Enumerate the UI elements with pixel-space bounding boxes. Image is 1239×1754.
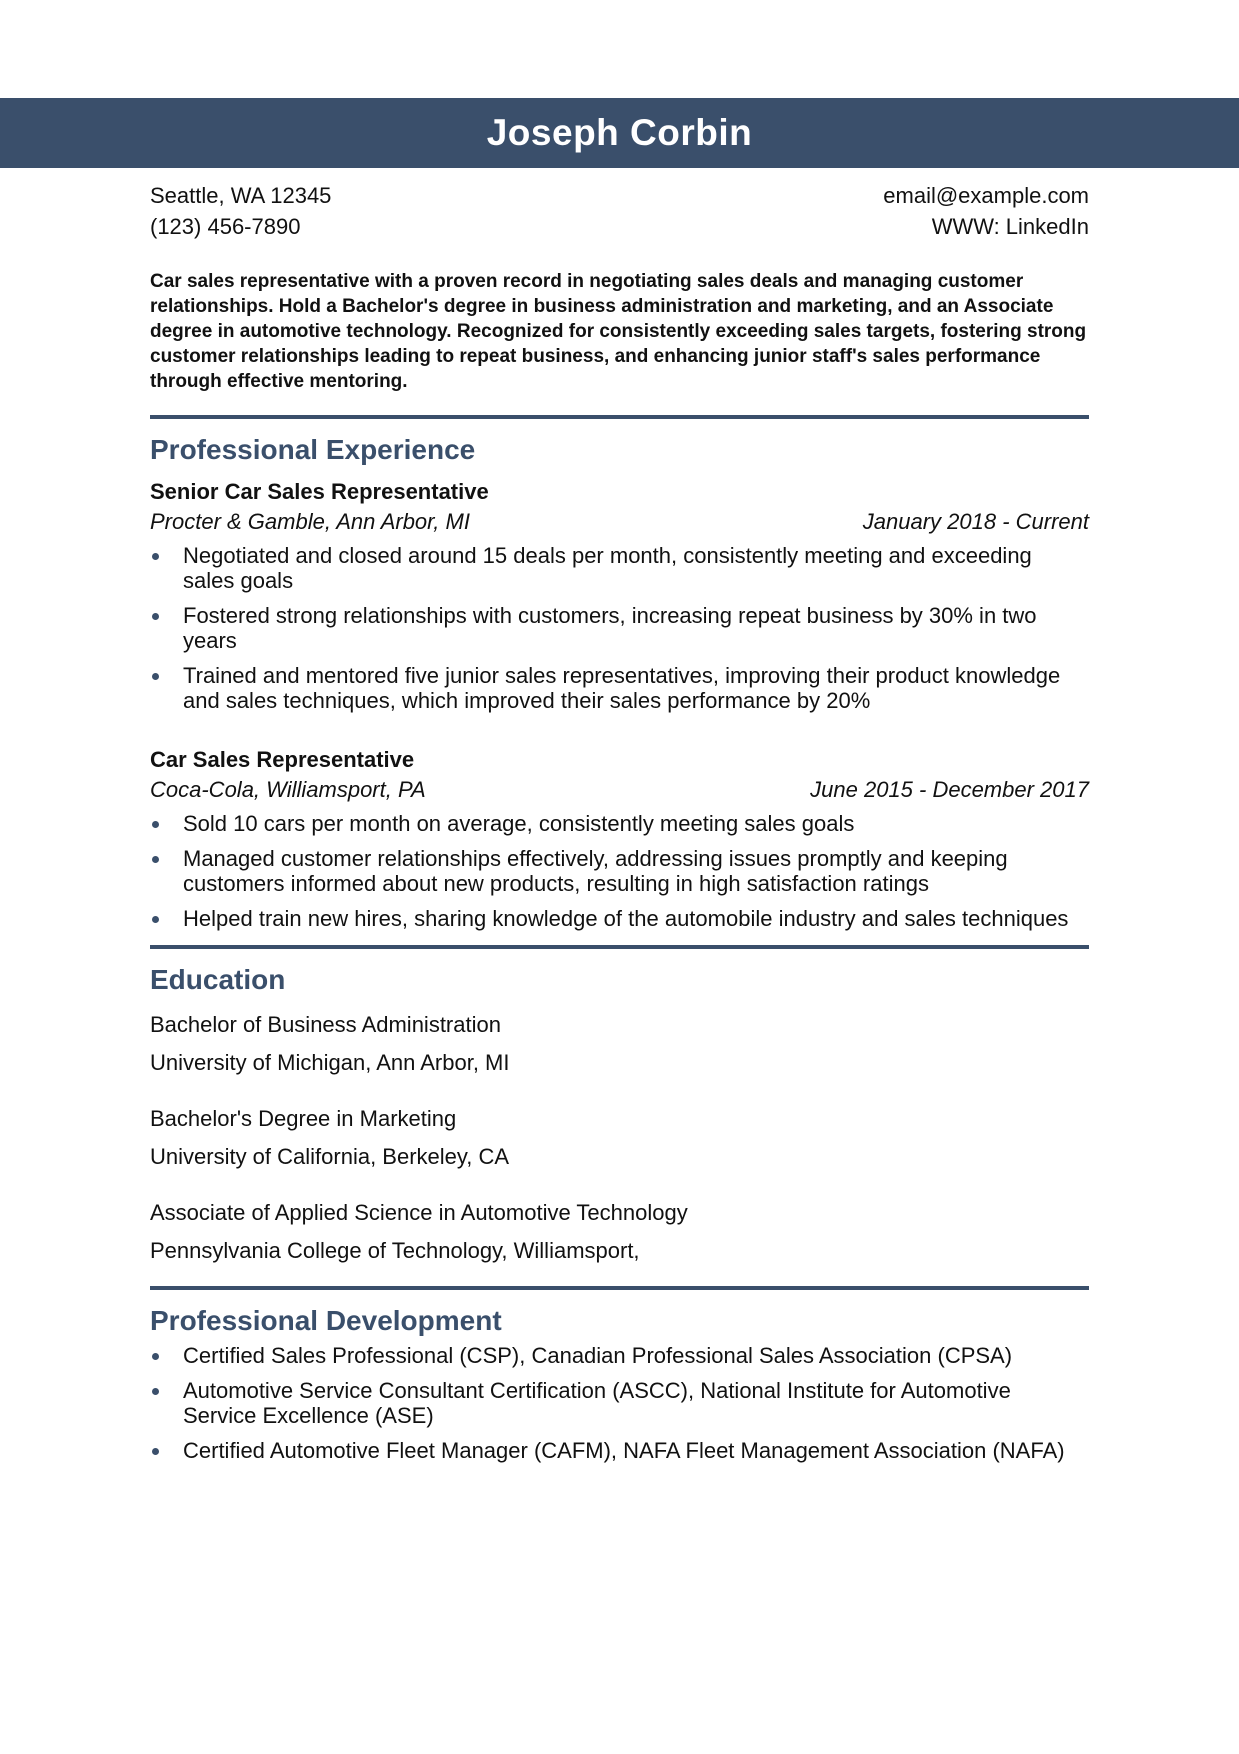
list-item: Negotiated and closed around 15 deals per month, consistently meeting and exceeding sales goals — [150, 543, 1089, 593]
header-bar — [0, 98, 1239, 168]
education-degree: Bachelor's Degree in Marketing — [150, 1106, 457, 1131]
list-item: Managed customer relationships effectively, addressing issues promptly and keeping customers informed about new products, resulting in high satisfaction ratings — [150, 846, 1089, 896]
bullet-icon — [152, 856, 159, 863]
bullet-icon — [152, 1448, 159, 1455]
bullet-icon — [152, 673, 159, 680]
resume-body — [150, 180, 1089, 1473]
list-item: Certified Sales Professional (CSP), Canadian Professional Sales Association (CPSA) — [150, 1343, 1089, 1368]
job-dates: January 2018 - Current — [862, 509, 1089, 534]
development-heading: Professional Development — [150, 1305, 502, 1336]
bullet-icon — [152, 821, 159, 828]
job-title: Car Sales Representative — [150, 747, 415, 772]
list-item: Certified Automotive Fleet Manager (CAFM), NAFA Fleet Management Association (NAFA) — [150, 1438, 1089, 1463]
job-company: Coca-Cola, Williamsport, PA — [150, 777, 426, 802]
education-entry — [150, 1006, 1089, 1082]
section-divider — [150, 415, 1089, 419]
list-item: Sold 10 cars per month on average, consistently meeting sales goals — [150, 811, 1089, 836]
bullet-icon — [152, 1353, 159, 1360]
education-entry — [150, 1100, 1089, 1176]
job-bullets — [150, 543, 1089, 713]
contact-email[interactable]: email@example.com — [883, 183, 1089, 208]
contact-phone: (123) 456-7890 — [150, 214, 301, 239]
candidate-name: Joseph Corbin — [486, 112, 753, 153]
education-heading: Education — [150, 964, 286, 995]
contact-website[interactable]: WWW: LinkedIn — [931, 214, 1089, 239]
contact-row-1 — [150, 180, 1089, 211]
list-item: Helped train new hires, sharing knowledge of the automobile industry and sales techniques — [150, 906, 1089, 931]
list-item: Trained and mentored five junior sales representatives, improving their product knowledge and sales techniques, which improved their sales performance by 20% — [150, 663, 1089, 713]
education-school: University of California, Berkeley, CA — [150, 1144, 510, 1169]
section-divider — [150, 945, 1089, 949]
bullet-icon — [152, 1388, 159, 1395]
experience-heading: Professional Experience — [150, 434, 476, 465]
job-meta — [150, 774, 1089, 805]
development-list — [150, 1343, 1089, 1463]
job-title: Senior Car Sales Representative — [150, 479, 489, 504]
education-school: Pennsylvania College of Technology, Williamsport, — [150, 1238, 640, 1263]
job-entry — [150, 746, 1089, 931]
job-dates: June 2015 - December 2017 — [810, 777, 1089, 802]
job-company: Procter & Gamble, Ann Arbor, MI — [150, 509, 470, 534]
section-divider — [150, 1286, 1089, 1290]
list-item: Automotive Service Consultant Certification (ASCC), National Institute for Automotive Service Excellence (ASE) — [150, 1378, 1089, 1428]
education-degree: Associate of Applied Science in Automotive Technology — [150, 1200, 688, 1225]
contact-row-2 — [150, 211, 1089, 242]
education-degree: Bachelor of Business Administration — [150, 1012, 501, 1037]
job-bullets — [150, 811, 1089, 931]
education-list — [150, 1006, 1089, 1270]
job-entry — [150, 478, 1089, 713]
education-school: University of Michigan, Ann Arbor, MI — [150, 1050, 510, 1075]
bullet-icon — [152, 553, 159, 560]
contact-location: Seattle, WA 12345 — [150, 183, 332, 208]
bullet-icon — [152, 613, 159, 620]
professional-summary: Car sales representative with a proven record in negotiating sales deals and managing customer relationships. Hold a Bachelor's degree in business administration and marketing, and an Associate degree in automotive technology. Recognized for consistently exceeding sales targets, fostering strong customer relationships leading to repeat business, and enhancing junior staff's sales performance through effective mentoring. — [150, 271, 1087, 392]
job-meta — [150, 506, 1089, 537]
education-entry — [150, 1194, 1089, 1270]
bullet-icon — [152, 916, 159, 923]
list-item: Fostered strong relationships with customers, increasing repeat business by 30% in two years — [150, 603, 1089, 653]
